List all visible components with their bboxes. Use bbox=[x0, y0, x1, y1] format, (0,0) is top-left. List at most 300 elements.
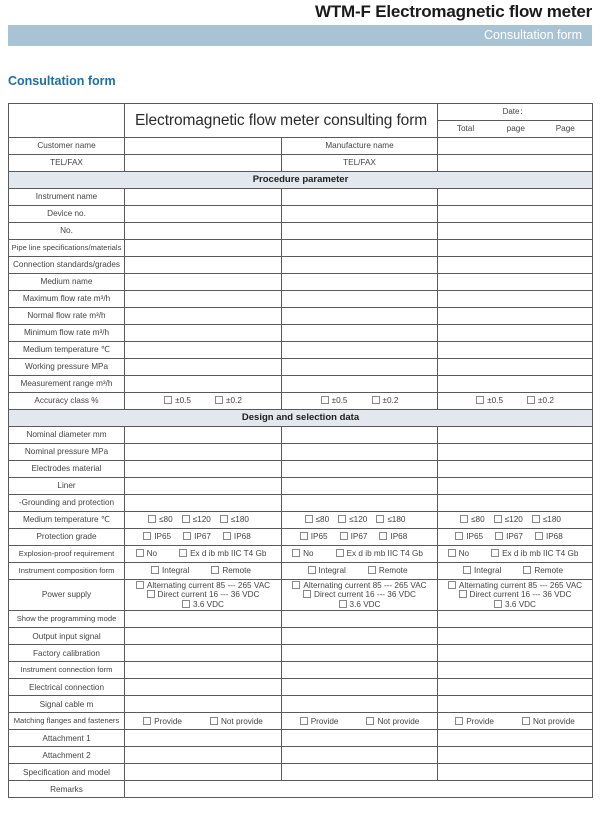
checkbox-icon[interactable] bbox=[292, 549, 300, 557]
label-medium-temperature-design: Medium temperature ℃ bbox=[9, 512, 125, 529]
field-manufacture-name[interactable] bbox=[438, 138, 593, 155]
field-working-pressure-2[interactable] bbox=[282, 359, 438, 376]
checkbox-icon[interactable] bbox=[303, 590, 311, 598]
checkbox-label: IP65 bbox=[466, 532, 484, 542]
field-medium-temperature-proc-3[interactable] bbox=[438, 342, 593, 359]
checkbox-icon[interactable] bbox=[376, 515, 384, 523]
checkbox-label: ≤180 bbox=[542, 515, 561, 525]
field-normal-flow-rate-2[interactable] bbox=[282, 308, 438, 325]
label-device-no: Device no. bbox=[9, 206, 125, 223]
checkbox-icon[interactable] bbox=[179, 549, 187, 557]
checkbox-icon[interactable] bbox=[292, 581, 300, 589]
field-measurement-range-3[interactable] bbox=[438, 376, 593, 393]
checkbox-temp-120-1[interactable] bbox=[182, 515, 211, 524]
checkbox-ip65-3[interactable] bbox=[455, 532, 483, 541]
explosion-options-1[interactable] bbox=[125, 546, 282, 563]
checkbox-icon[interactable] bbox=[147, 590, 155, 598]
checkbox-icon[interactable] bbox=[523, 566, 531, 574]
composition-options-1[interactable] bbox=[125, 563, 282, 580]
checkbox-icon[interactable] bbox=[338, 515, 346, 523]
power-options-1[interactable] bbox=[125, 580, 282, 611]
label-protection-grade: Protection grade bbox=[9, 529, 125, 546]
checkbox-accuracy-02-1[interactable] bbox=[215, 396, 242, 405]
field-medium-name-1[interactable] bbox=[125, 274, 282, 291]
field-instrument-name-2[interactable] bbox=[282, 189, 438, 206]
checkbox-temp-80-2[interactable] bbox=[305, 515, 330, 524]
checkbox-temp-120-2[interactable] bbox=[338, 515, 367, 524]
checkbox-label: Alternating current 85 --- 265 VAC bbox=[303, 580, 427, 590]
field-device-no-2[interactable] bbox=[282, 206, 438, 223]
label-pipe-line-specs: Pipe line specifications/materials bbox=[9, 240, 125, 257]
checkbox-icon[interactable] bbox=[148, 515, 156, 523]
checkbox-icon[interactable] bbox=[494, 515, 502, 523]
table-row bbox=[9, 376, 593, 393]
checkbox-dc-3[interactable] bbox=[440, 590, 590, 599]
field-liner-3[interactable] bbox=[438, 478, 593, 495]
field-programming-mode-2[interactable] bbox=[282, 611, 438, 628]
checkbox-icon[interactable] bbox=[491, 549, 499, 557]
checkbox-temp-180-1[interactable] bbox=[220, 515, 249, 524]
checkbox-icon[interactable] bbox=[215, 396, 223, 404]
checkbox-label: Not provide bbox=[220, 716, 263, 726]
field-factory-calibration-1[interactable] bbox=[125, 645, 282, 662]
checkbox-icon[interactable] bbox=[300, 532, 308, 540]
checkbox-explosion-exd-1[interactable] bbox=[179, 549, 266, 558]
checkbox-label: Direct current 16 --- 36 VDC bbox=[469, 590, 572, 600]
checkbox-icon[interactable] bbox=[308, 566, 316, 574]
field-minimum-flow-rate-2[interactable] bbox=[282, 325, 438, 342]
checkbox-icon[interactable] bbox=[535, 532, 543, 540]
label-electrical-connection: Electrical connection bbox=[9, 679, 125, 696]
field-remarks[interactable] bbox=[125, 781, 593, 798]
field-specification-and-model-3[interactable] bbox=[438, 764, 593, 781]
field-output-input-signal-2[interactable] bbox=[282, 628, 438, 645]
label-matching-flanges: Matching flanges and fasteners bbox=[9, 713, 125, 730]
checkbox-icon[interactable] bbox=[211, 566, 219, 574]
label-telfax-customer: TEL/FAX bbox=[9, 155, 125, 172]
field-electrodes-material-1[interactable] bbox=[125, 461, 282, 478]
label-manufacture-name: Manufacture name bbox=[282, 138, 438, 155]
checkbox-icon[interactable] bbox=[495, 532, 503, 540]
checkbox-label: ≤120 bbox=[349, 515, 368, 525]
table-row-accuracy bbox=[9, 393, 593, 410]
checkbox-integral-3[interactable] bbox=[463, 566, 501, 575]
checkbox-label: Integral bbox=[162, 566, 190, 576]
checkbox-temp-80-1[interactable] bbox=[148, 515, 173, 524]
checkbox-icon[interactable] bbox=[182, 515, 190, 523]
checkbox-label: IP65 bbox=[154, 532, 172, 542]
label-attachment-1: Attachment 1 bbox=[9, 730, 125, 747]
table-row bbox=[9, 240, 593, 257]
label-customer-name: Customer name bbox=[9, 138, 125, 155]
field-measurement-range-1[interactable] bbox=[125, 376, 282, 393]
field-output-input-signal-3[interactable] bbox=[438, 628, 593, 645]
checkbox-ac-3[interactable] bbox=[440, 581, 590, 590]
label-minimum-flow-rate: Minimum flow rate m³/h bbox=[9, 325, 125, 342]
checkbox-icon[interactable] bbox=[143, 532, 151, 540]
protection-options-3[interactable] bbox=[438, 529, 593, 546]
checkbox-label: ≤120 bbox=[504, 515, 523, 525]
checkbox-ip67-2[interactable] bbox=[340, 532, 368, 541]
field-medium-name-2[interactable] bbox=[282, 274, 438, 291]
field-signal-cable-3[interactable] bbox=[438, 696, 593, 713]
checkbox-label: Provide bbox=[466, 716, 494, 726]
matching-options-3[interactable] bbox=[438, 713, 593, 730]
table-row bbox=[9, 461, 593, 478]
checkbox-dc-1[interactable] bbox=[127, 590, 279, 599]
table-row bbox=[9, 291, 593, 308]
field-instrument-connection-form-2[interactable] bbox=[282, 662, 438, 679]
medium-temperature-options-2[interactable] bbox=[282, 512, 438, 529]
section-label-procedure: Procedure parameter bbox=[9, 172, 593, 189]
field-instrument-connection-form-3[interactable] bbox=[438, 662, 593, 679]
checkbox-36vdc-1[interactable] bbox=[127, 600, 279, 609]
total-label: Total bbox=[456, 124, 475, 134]
power-options-2[interactable] bbox=[282, 580, 438, 611]
power-options-3[interactable] bbox=[438, 580, 593, 611]
checkbox-icon[interactable] bbox=[321, 396, 329, 404]
label-explosion-proof: Explosion-proof requirement bbox=[9, 546, 125, 563]
table-row-explosion-proof bbox=[9, 546, 593, 563]
page-number-label: Page bbox=[555, 124, 575, 134]
checkbox-label: Integral bbox=[318, 566, 346, 576]
accuracy-options-1[interactable] bbox=[125, 393, 282, 410]
label-attachment-2: Attachment 2 bbox=[9, 747, 125, 764]
checkbox-accuracy-05-1[interactable] bbox=[164, 396, 191, 405]
checkbox-explosion-no-3[interactable] bbox=[448, 549, 469, 558]
table-row bbox=[9, 645, 593, 662]
field-specification-and-model-2[interactable] bbox=[282, 764, 438, 781]
table-row-medium-temperature bbox=[9, 512, 593, 529]
checkbox-icon[interactable] bbox=[151, 566, 159, 574]
table-row-customer bbox=[9, 138, 593, 155]
field-programming-mode-3[interactable] bbox=[438, 611, 593, 628]
field-instrument-connection-form-1[interactable] bbox=[125, 662, 282, 679]
checkbox-remote-1[interactable] bbox=[211, 566, 251, 575]
checkbox-icon[interactable] bbox=[223, 532, 231, 540]
checkbox-label: ≤80 bbox=[315, 515, 330, 525]
checkbox-explosion-exd-3[interactable] bbox=[491, 549, 578, 558]
checkbox-label: ≤180 bbox=[387, 515, 406, 525]
checkbox-label: ≤80 bbox=[159, 515, 173, 525]
checkbox-provide-2[interactable] bbox=[300, 717, 339, 726]
field-liner-1[interactable] bbox=[125, 478, 282, 495]
header-banner bbox=[8, 25, 592, 46]
label-instrument-name: Instrument name bbox=[9, 189, 125, 206]
page-label: page bbox=[506, 124, 525, 134]
checkbox-ip67-3[interactable] bbox=[495, 532, 523, 541]
field-minimum-flow-rate-3[interactable] bbox=[438, 325, 593, 342]
table-row bbox=[9, 342, 593, 359]
checkbox-icon[interactable] bbox=[476, 396, 484, 404]
field-output-input-signal-1[interactable] bbox=[125, 628, 282, 645]
checkbox-label: IP68 bbox=[390, 532, 408, 542]
checkbox-not-provide-1[interactable] bbox=[210, 717, 263, 726]
consultation-form-table bbox=[8, 103, 593, 798]
label-instrument-connection-form: Instrument connection form bbox=[9, 662, 125, 679]
table-row bbox=[9, 495, 593, 512]
label-remarks: Remarks bbox=[9, 781, 125, 798]
checkbox-icon[interactable] bbox=[455, 717, 463, 725]
field-working-pressure-3[interactable] bbox=[438, 359, 593, 376]
field-device-no-3[interactable] bbox=[438, 206, 593, 223]
checkbox-icon[interactable] bbox=[459, 590, 467, 598]
field-electrodes-material-2[interactable] bbox=[282, 461, 438, 478]
checkbox-icon[interactable] bbox=[340, 532, 348, 540]
checkbox-36vdc-3[interactable] bbox=[440, 600, 590, 609]
checkbox-icon[interactable] bbox=[336, 549, 344, 557]
checkbox-ac-2[interactable] bbox=[284, 581, 435, 590]
label-accuracy-class: Accuracy class % bbox=[9, 393, 125, 410]
label-working-pressure: Working pressure MPa bbox=[9, 359, 125, 376]
checkbox-integral-2[interactable] bbox=[308, 566, 346, 575]
field-normal-flow-rate-1[interactable] bbox=[125, 308, 282, 325]
checkbox-label: Provide bbox=[154, 716, 182, 726]
checkbox-icon[interactable] bbox=[522, 717, 530, 725]
checkbox-icon[interactable] bbox=[305, 515, 313, 523]
field-grounding-and-protection-3[interactable] bbox=[438, 495, 593, 512]
checkbox-integral-1[interactable] bbox=[151, 566, 189, 575]
accuracy-options-3[interactable] bbox=[438, 393, 593, 410]
field-programming-mode-1[interactable] bbox=[125, 611, 282, 628]
checkbox-label: Ex d ib mb IIC T4 Gb bbox=[346, 549, 423, 559]
field-customer-name[interactable] bbox=[125, 138, 282, 155]
field-working-pressure-1[interactable] bbox=[125, 359, 282, 376]
checkbox-accuracy-05-2[interactable] bbox=[321, 396, 348, 405]
accuracy-options-2[interactable] bbox=[282, 393, 438, 410]
field-nominal-pressure-3[interactable] bbox=[438, 444, 593, 461]
medium-temperature-options-3[interactable] bbox=[438, 512, 593, 529]
checkbox-label: Direct current 16 --- 36 VDC bbox=[314, 590, 416, 600]
table-row bbox=[9, 696, 593, 713]
checkbox-label: ±0.2 bbox=[382, 396, 399, 406]
checkbox-temp-180-3[interactable] bbox=[532, 515, 561, 524]
checkbox-icon[interactable] bbox=[532, 515, 540, 523]
medium-temperature-options-1[interactable] bbox=[125, 512, 282, 529]
field-instrument-name-1[interactable] bbox=[125, 189, 282, 206]
field-normal-flow-rate-3[interactable] bbox=[438, 308, 593, 325]
field-measurement-range-2[interactable] bbox=[282, 376, 438, 393]
table-row bbox=[9, 257, 593, 274]
checkbox-icon[interactable] bbox=[366, 717, 374, 725]
checkbox-remote-3[interactable] bbox=[523, 566, 563, 575]
field-pipe-line-specs-3[interactable] bbox=[438, 240, 593, 257]
field-liner-2[interactable] bbox=[282, 478, 438, 495]
label-nominal-pressure: Nominal pressure MPa bbox=[9, 444, 125, 461]
field-medium-name-3[interactable] bbox=[438, 274, 593, 291]
checkbox-ip68-1[interactable] bbox=[223, 532, 251, 541]
checkbox-not-provide-2[interactable] bbox=[366, 717, 419, 726]
table-row bbox=[9, 427, 593, 444]
checkbox-dc-2[interactable] bbox=[284, 590, 435, 599]
label-electrodes-material: Electrodes material bbox=[9, 461, 125, 478]
checkbox-temp-80-3[interactable] bbox=[460, 515, 485, 524]
field-medium-temperature-proc-1[interactable] bbox=[125, 342, 282, 359]
checkbox-icon[interactable] bbox=[136, 549, 144, 557]
checkbox-ip65-2[interactable] bbox=[300, 532, 328, 541]
checkbox-label: Ex d ib mb IIC T4 Gb bbox=[502, 549, 579, 559]
checkbox-icon[interactable] bbox=[379, 532, 387, 540]
field-signal-cable-1[interactable] bbox=[125, 696, 282, 713]
cell-blank-topleft bbox=[9, 104, 125, 138]
checkbox-36vdc-2[interactable] bbox=[284, 600, 435, 609]
table-row bbox=[9, 611, 593, 628]
field-telfax-manufacture[interactable] bbox=[438, 155, 593, 172]
checkbox-icon[interactable] bbox=[463, 566, 471, 574]
field-electrical-connection-1[interactable] bbox=[125, 679, 282, 696]
checkbox-icon[interactable] bbox=[164, 396, 172, 404]
table-row-title bbox=[9, 104, 593, 121]
checkbox-ip68-3[interactable] bbox=[535, 532, 563, 541]
table-row bbox=[9, 662, 593, 679]
table-row-power-supply bbox=[9, 580, 593, 611]
field-attachment-1-3[interactable] bbox=[438, 730, 593, 747]
label-composition-form: Instrument composition form bbox=[9, 563, 125, 580]
table-row-protection-grade bbox=[9, 529, 593, 546]
checkbox-icon[interactable] bbox=[220, 515, 228, 523]
checkbox-explosion-exd-2[interactable] bbox=[336, 549, 423, 558]
field-connection-standards-3[interactable] bbox=[438, 257, 593, 274]
field-signal-cable-2[interactable] bbox=[282, 696, 438, 713]
matching-options-1[interactable] bbox=[125, 713, 282, 730]
checkbox-icon[interactable] bbox=[143, 717, 151, 725]
field-attachment-2-2[interactable] bbox=[282, 747, 438, 764]
checkbox-icon[interactable] bbox=[448, 549, 456, 557]
label-normal-flow-rate: Normal flow rate m³/h bbox=[9, 308, 125, 325]
field-pipe-line-specs-1[interactable] bbox=[125, 240, 282, 257]
checkbox-explosion-no-2[interactable] bbox=[292, 549, 313, 558]
checkbox-icon[interactable] bbox=[460, 515, 468, 523]
field-telfax-customer[interactable] bbox=[125, 155, 282, 172]
checkbox-icon[interactable] bbox=[372, 396, 380, 404]
label-power-supply: Power supply bbox=[9, 580, 125, 611]
checkbox-label: Integral bbox=[474, 566, 502, 576]
checkbox-ip68-2[interactable] bbox=[379, 532, 407, 541]
field-maximum-flow-rate-2[interactable] bbox=[282, 291, 438, 308]
explosion-options-2[interactable] bbox=[282, 546, 438, 563]
section-heading: Consultation form bbox=[8, 74, 116, 88]
checkbox-label: 3.6 VDC bbox=[505, 600, 536, 610]
checkbox-label: Remote bbox=[534, 566, 563, 576]
field-electrical-connection-2[interactable] bbox=[282, 679, 438, 696]
checkbox-label: 3.6 VDC bbox=[193, 600, 224, 610]
label-factory-calibration: Factory calibration bbox=[9, 645, 125, 662]
checkbox-icon[interactable] bbox=[182, 600, 190, 608]
date-label[interactable]: Date： bbox=[438, 104, 593, 121]
page-counters[interactable] bbox=[438, 121, 593, 138]
field-connection-standards-1[interactable] bbox=[125, 257, 282, 274]
field-grounding-and-protection-2[interactable] bbox=[282, 495, 438, 512]
composition-options-3[interactable] bbox=[438, 563, 593, 580]
field-electrodes-material-3[interactable] bbox=[438, 461, 593, 478]
field-attachment-1-2[interactable] bbox=[282, 730, 438, 747]
composition-options-2[interactable] bbox=[282, 563, 438, 580]
label-signal-cable: Signal cable m bbox=[9, 696, 125, 713]
checkbox-label: IP67 bbox=[350, 532, 368, 542]
checkbox-ip65-1[interactable] bbox=[143, 532, 171, 541]
label-medium-temperature-proc: Medium temperature ℃ bbox=[9, 342, 125, 359]
checkbox-label: Remote bbox=[378, 566, 408, 576]
checkbox-icon[interactable] bbox=[339, 600, 347, 608]
field-attachment-2-1[interactable] bbox=[125, 747, 282, 764]
field-no-1[interactable] bbox=[125, 223, 282, 240]
protection-options-2[interactable] bbox=[282, 529, 438, 546]
field-specification-and-model-1[interactable] bbox=[125, 764, 282, 781]
checkbox-explosion-no-1[interactable] bbox=[136, 549, 157, 558]
explosion-options-3[interactable] bbox=[438, 546, 593, 563]
field-nominal-diameter-2[interactable] bbox=[282, 427, 438, 444]
field-nominal-pressure-1[interactable] bbox=[125, 444, 282, 461]
field-attachment-1-1[interactable] bbox=[125, 730, 282, 747]
checkbox-icon[interactable] bbox=[494, 600, 502, 608]
label-nominal-diameter: Nominal diameter mm bbox=[9, 427, 125, 444]
checkbox-provide-3[interactable] bbox=[455, 717, 494, 726]
label-maximum-flow-rate: Maximum flow rate m³/h bbox=[9, 291, 125, 308]
checkbox-accuracy-02-3[interactable] bbox=[527, 396, 554, 405]
checkbox-temp-180-2[interactable] bbox=[376, 515, 405, 524]
field-minimum-flow-rate-1[interactable] bbox=[125, 325, 282, 342]
checkbox-label: Remote bbox=[222, 566, 251, 576]
checkbox-accuracy-05-3[interactable] bbox=[476, 396, 503, 405]
field-no-2[interactable] bbox=[282, 223, 438, 240]
checkbox-icon[interactable] bbox=[210, 717, 218, 725]
checkbox-remote-2[interactable] bbox=[368, 566, 408, 575]
field-medium-temperature-proc-2[interactable] bbox=[282, 342, 438, 359]
field-device-no-1[interactable] bbox=[125, 206, 282, 223]
checkbox-icon[interactable] bbox=[136, 581, 144, 589]
page-title: WTM-F Electromagnetic flow meter bbox=[315, 2, 592, 21]
field-maximum-flow-rate-1[interactable] bbox=[125, 291, 282, 308]
checkbox-accuracy-02-2[interactable] bbox=[372, 396, 399, 405]
matching-options-2[interactable] bbox=[282, 713, 438, 730]
label-medium-name: Medium name bbox=[9, 274, 125, 291]
table-row-matching-flanges bbox=[9, 713, 593, 730]
protection-options-1[interactable] bbox=[125, 529, 282, 546]
field-factory-calibration-2[interactable] bbox=[282, 645, 438, 662]
field-maximum-flow-rate-3[interactable] bbox=[438, 291, 593, 308]
field-connection-standards-2[interactable] bbox=[282, 257, 438, 274]
field-nominal-pressure-2[interactable] bbox=[282, 444, 438, 461]
table-row bbox=[9, 206, 593, 223]
checkbox-icon[interactable] bbox=[527, 396, 535, 404]
checkbox-icon[interactable] bbox=[368, 566, 376, 574]
checkbox-provide-1[interactable] bbox=[143, 717, 182, 726]
checkbox-icon[interactable] bbox=[300, 717, 308, 725]
table-row bbox=[9, 189, 593, 206]
field-instrument-name-3[interactable] bbox=[438, 189, 593, 206]
field-no-3[interactable] bbox=[438, 223, 593, 240]
checkbox-ip67-1[interactable] bbox=[183, 532, 211, 541]
field-nominal-diameter-1[interactable] bbox=[125, 427, 282, 444]
label-output-input-signal: Output input signal bbox=[9, 628, 125, 645]
field-factory-calibration-3[interactable] bbox=[438, 645, 593, 662]
checkbox-icon[interactable] bbox=[183, 532, 191, 540]
checkbox-temp-120-3[interactable] bbox=[494, 515, 523, 524]
checkbox-ac-1[interactable] bbox=[127, 581, 279, 590]
field-grounding-and-protection-1[interactable] bbox=[125, 495, 282, 512]
table-row bbox=[9, 628, 593, 645]
field-electrical-connection-3[interactable] bbox=[438, 679, 593, 696]
field-nominal-diameter-3[interactable] bbox=[438, 427, 593, 444]
checkbox-not-provide-3[interactable] bbox=[522, 717, 575, 726]
table-section-procedure bbox=[9, 172, 593, 189]
field-pipe-line-specs-2[interactable] bbox=[282, 240, 438, 257]
checkbox-icon[interactable] bbox=[448, 581, 456, 589]
field-attachment-2-3[interactable] bbox=[438, 747, 593, 764]
table-row bbox=[9, 444, 593, 461]
checkbox-label: Alternating current 85 --- 265 VAC bbox=[458, 580, 583, 590]
checkbox-icon[interactable] bbox=[455, 532, 463, 540]
